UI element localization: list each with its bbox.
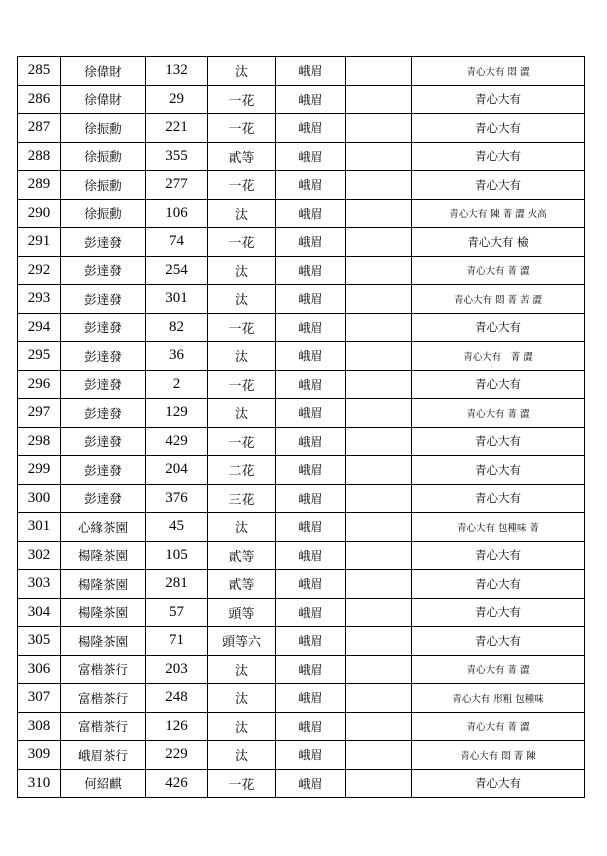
entry-number-cell: 286 [18,85,61,114]
producer-name-cell: 徐偉財 [61,57,146,86]
entry-number-cell: 309 [18,741,61,770]
note-cell: 青心大有 [412,627,585,656]
blank-cell [346,370,412,399]
producer-name-cell: 彭達發 [61,285,146,314]
quantity-cell: 82 [146,313,208,342]
note-cell: 青心大有 [412,114,585,143]
location-cell: 峨眉 [276,57,346,86]
grade-cell: 一花 [208,171,276,200]
location-cell: 峨眉 [276,313,346,342]
entry-number-cell: 301 [18,513,61,542]
producer-name-cell: 徐振勳 [61,199,146,228]
blank-cell [346,342,412,371]
producer-name-cell: 楊隆茶園 [61,570,146,599]
entry-number-cell: 300 [18,484,61,513]
quantity-cell: 376 [146,484,208,513]
blank-cell [346,513,412,542]
producer-name-cell: 彭達發 [61,370,146,399]
producer-name-cell: 徐振勳 [61,171,146,200]
grade-cell: 汰 [208,342,276,371]
entry-number-cell: 308 [18,712,61,741]
blank-cell [346,655,412,684]
location-cell: 峨眉 [276,456,346,485]
note-cell: 青心大有 [412,313,585,342]
tea-ledger-table [17,56,585,798]
entry-number-cell: 291 [18,228,61,257]
blank-cell [346,114,412,143]
location-cell: 峨眉 [276,769,346,798]
grade-cell: 汰 [208,741,276,770]
grade-cell: 汰 [208,57,276,86]
quantity-cell: 229 [146,741,208,770]
location-cell: 峨眉 [276,684,346,713]
location-cell: 峨眉 [276,142,346,171]
entry-number-cell: 302 [18,541,61,570]
blank-cell [346,769,412,798]
note-cell: 青心大有 悶 澀 [412,57,585,86]
grade-cell: 貳等 [208,142,276,171]
producer-name-cell: 彭達發 [61,228,146,257]
grade-cell: 貳等 [208,570,276,599]
table-row [18,541,585,570]
entry-number-cell: 297 [18,399,61,428]
location-cell: 峨眉 [276,370,346,399]
location-cell: 峨眉 [276,228,346,257]
table-row [18,627,585,656]
quantity-cell: 36 [146,342,208,371]
quantity-cell: 57 [146,598,208,627]
note-cell: 青心大有 [412,484,585,513]
note-cell: 青心大有 菁 澀 [412,712,585,741]
entry-number-cell: 303 [18,570,61,599]
entry-number-cell: 293 [18,285,61,314]
quantity-cell: 74 [146,228,208,257]
quantity-cell: 281 [146,570,208,599]
table-row [18,655,585,684]
table-row [18,712,585,741]
grade-cell: 一花 [208,370,276,399]
location-cell: 峨眉 [276,712,346,741]
note-cell: 青心大有 悶 菁 陳 [412,741,585,770]
grade-cell: 汰 [208,712,276,741]
producer-name-cell: 楊隆茶園 [61,541,146,570]
entry-number-cell: 306 [18,655,61,684]
entry-number-cell: 299 [18,456,61,485]
note-cell: 青心大有 菁 澀 [412,399,585,428]
location-cell: 峨眉 [276,85,346,114]
quantity-cell: 426 [146,769,208,798]
quantity-cell: 254 [146,256,208,285]
quantity-cell: 106 [146,199,208,228]
location-cell: 峨眉 [276,741,346,770]
table-row [18,427,585,456]
entry-number-cell: 307 [18,684,61,713]
table-row [18,114,585,143]
table-row [18,741,585,770]
note-cell: 青心大有 [412,570,585,599]
quantity-cell: 301 [146,285,208,314]
producer-name-cell: 富楷茶行 [61,712,146,741]
blank-cell [346,171,412,200]
quantity-cell: 204 [146,456,208,485]
blank-cell [346,228,412,257]
producer-name-cell: 徐振勳 [61,114,146,143]
blank-cell [346,256,412,285]
blank-cell [346,684,412,713]
location-cell: 峨眉 [276,285,346,314]
entry-number-cell: 295 [18,342,61,371]
grade-cell: 一花 [208,85,276,114]
blank-cell [346,484,412,513]
producer-name-cell: 彭達發 [61,342,146,371]
entry-number-cell: 288 [18,142,61,171]
producer-name-cell: 何紹麒 [61,769,146,798]
location-cell: 峨眉 [276,171,346,200]
grade-cell: 汰 [208,655,276,684]
location-cell: 峨眉 [276,541,346,570]
table-row [18,570,585,599]
table-row [18,199,585,228]
location-cell: 峨眉 [276,114,346,143]
note-cell: 青心大有 悶 菁 苦 澀 [412,285,585,314]
entry-number-cell: 296 [18,370,61,399]
location-cell: 峨眉 [276,570,346,599]
note-cell: 青心大有 檢 [412,228,585,257]
quantity-cell: 355 [146,142,208,171]
note-cell: 青心大有 菁 澀 [412,342,585,371]
producer-name-cell: 彭達發 [61,427,146,456]
note-cell: 青心大有 陳 菁 澀 火高 [412,199,585,228]
location-cell: 峨眉 [276,513,346,542]
blank-cell [346,598,412,627]
producer-name-cell: 峨眉茶行 [61,741,146,770]
grade-cell: 三花 [208,484,276,513]
grade-cell: 汰 [208,285,276,314]
table-row [18,256,585,285]
blank-cell [346,85,412,114]
entry-number-cell: 298 [18,427,61,456]
producer-name-cell: 富楷茶行 [61,684,146,713]
note-cell: 青心大有 [412,171,585,200]
quantity-cell: 45 [146,513,208,542]
blank-cell [346,57,412,86]
quantity-cell: 203 [146,655,208,684]
blank-cell [346,399,412,428]
producer-name-cell: 徐振勳 [61,142,146,171]
grade-cell: 貳等 [208,541,276,570]
table-row [18,313,585,342]
grade-cell: 二花 [208,456,276,485]
quantity-cell: 221 [146,114,208,143]
grade-cell: 頭等 [208,598,276,627]
blank-cell [346,199,412,228]
table-row [18,513,585,542]
quantity-cell: 2 [146,370,208,399]
location-cell: 峨眉 [276,427,346,456]
entry-number-cell: 289 [18,171,61,200]
location-cell: 峨眉 [276,399,346,428]
location-cell: 峨眉 [276,199,346,228]
note-cell: 青心大有 菁 澀 [412,655,585,684]
table-row [18,456,585,485]
grade-cell: 汰 [208,684,276,713]
table-row [18,228,585,257]
table-row [18,684,585,713]
producer-name-cell: 彭達發 [61,256,146,285]
note-cell: 青心大有 [412,769,585,798]
producer-name-cell: 彭達發 [61,313,146,342]
table-row [18,769,585,798]
note-cell: 青心大有 [412,142,585,171]
entry-number-cell: 292 [18,256,61,285]
blank-cell [346,541,412,570]
grade-cell: 一花 [208,228,276,257]
table-row [18,598,585,627]
producer-name-cell: 徐偉財 [61,85,146,114]
note-cell: 青心大有 [412,85,585,114]
note-cell: 青心大有 [412,541,585,570]
blank-cell [346,741,412,770]
ledger-body [18,57,585,798]
table-row [18,171,585,200]
grade-cell: 一花 [208,427,276,456]
note-cell: 青心大有 [412,370,585,399]
note-cell: 青心大有 [412,598,585,627]
entry-number-cell: 294 [18,313,61,342]
grade-cell: 一花 [208,114,276,143]
note-cell: 青心大有 菁 澀 [412,256,585,285]
blank-cell [346,427,412,456]
entry-number-cell: 310 [18,769,61,798]
quantity-cell: 277 [146,171,208,200]
producer-name-cell: 彭達發 [61,484,146,513]
grade-cell: 汰 [208,256,276,285]
quantity-cell: 248 [146,684,208,713]
quantity-cell: 105 [146,541,208,570]
quantity-cell: 129 [146,399,208,428]
note-cell: 青心大有 形粗 包種味 [412,684,585,713]
blank-cell [346,712,412,741]
table-row [18,399,585,428]
note-cell: 青心大有 包種味 菁 [412,513,585,542]
grade-cell: 頭等六 [208,627,276,656]
table-row [18,57,585,86]
blank-cell [346,142,412,171]
entry-number-cell: 287 [18,114,61,143]
blank-cell [346,285,412,314]
producer-name-cell: 楊隆茶園 [61,598,146,627]
location-cell: 峨眉 [276,598,346,627]
grade-cell: 一花 [208,769,276,798]
producer-name-cell: 富楷茶行 [61,655,146,684]
table-row [18,142,585,171]
table-row [18,370,585,399]
note-cell: 青心大有 [412,456,585,485]
blank-cell [346,627,412,656]
grade-cell: 汰 [208,399,276,428]
quantity-cell: 29 [146,85,208,114]
blank-cell [346,456,412,485]
quantity-cell: 126 [146,712,208,741]
producer-name-cell: 彭達發 [61,399,146,428]
location-cell: 峨眉 [276,627,346,656]
table-row [18,484,585,513]
grade-cell: 一花 [208,313,276,342]
entry-number-cell: 305 [18,627,61,656]
table-row [18,342,585,371]
entry-number-cell: 304 [18,598,61,627]
location-cell: 峨眉 [276,256,346,285]
location-cell: 峨眉 [276,342,346,371]
producer-name-cell: 楊隆茶園 [61,627,146,656]
location-cell: 峨眉 [276,655,346,684]
producer-name-cell: 彭達發 [61,456,146,485]
entry-number-cell: 285 [18,57,61,86]
table-row [18,85,585,114]
quantity-cell: 429 [146,427,208,456]
document-page [17,56,585,798]
quantity-cell: 71 [146,627,208,656]
grade-cell: 汰 [208,199,276,228]
note-cell: 青心大有 [412,427,585,456]
table-row [18,285,585,314]
producer-name-cell: 心緣茶園 [61,513,146,542]
quantity-cell: 132 [146,57,208,86]
blank-cell [346,570,412,599]
grade-cell: 汰 [208,513,276,542]
blank-cell [346,313,412,342]
entry-number-cell: 290 [18,199,61,228]
location-cell: 峨眉 [276,484,346,513]
